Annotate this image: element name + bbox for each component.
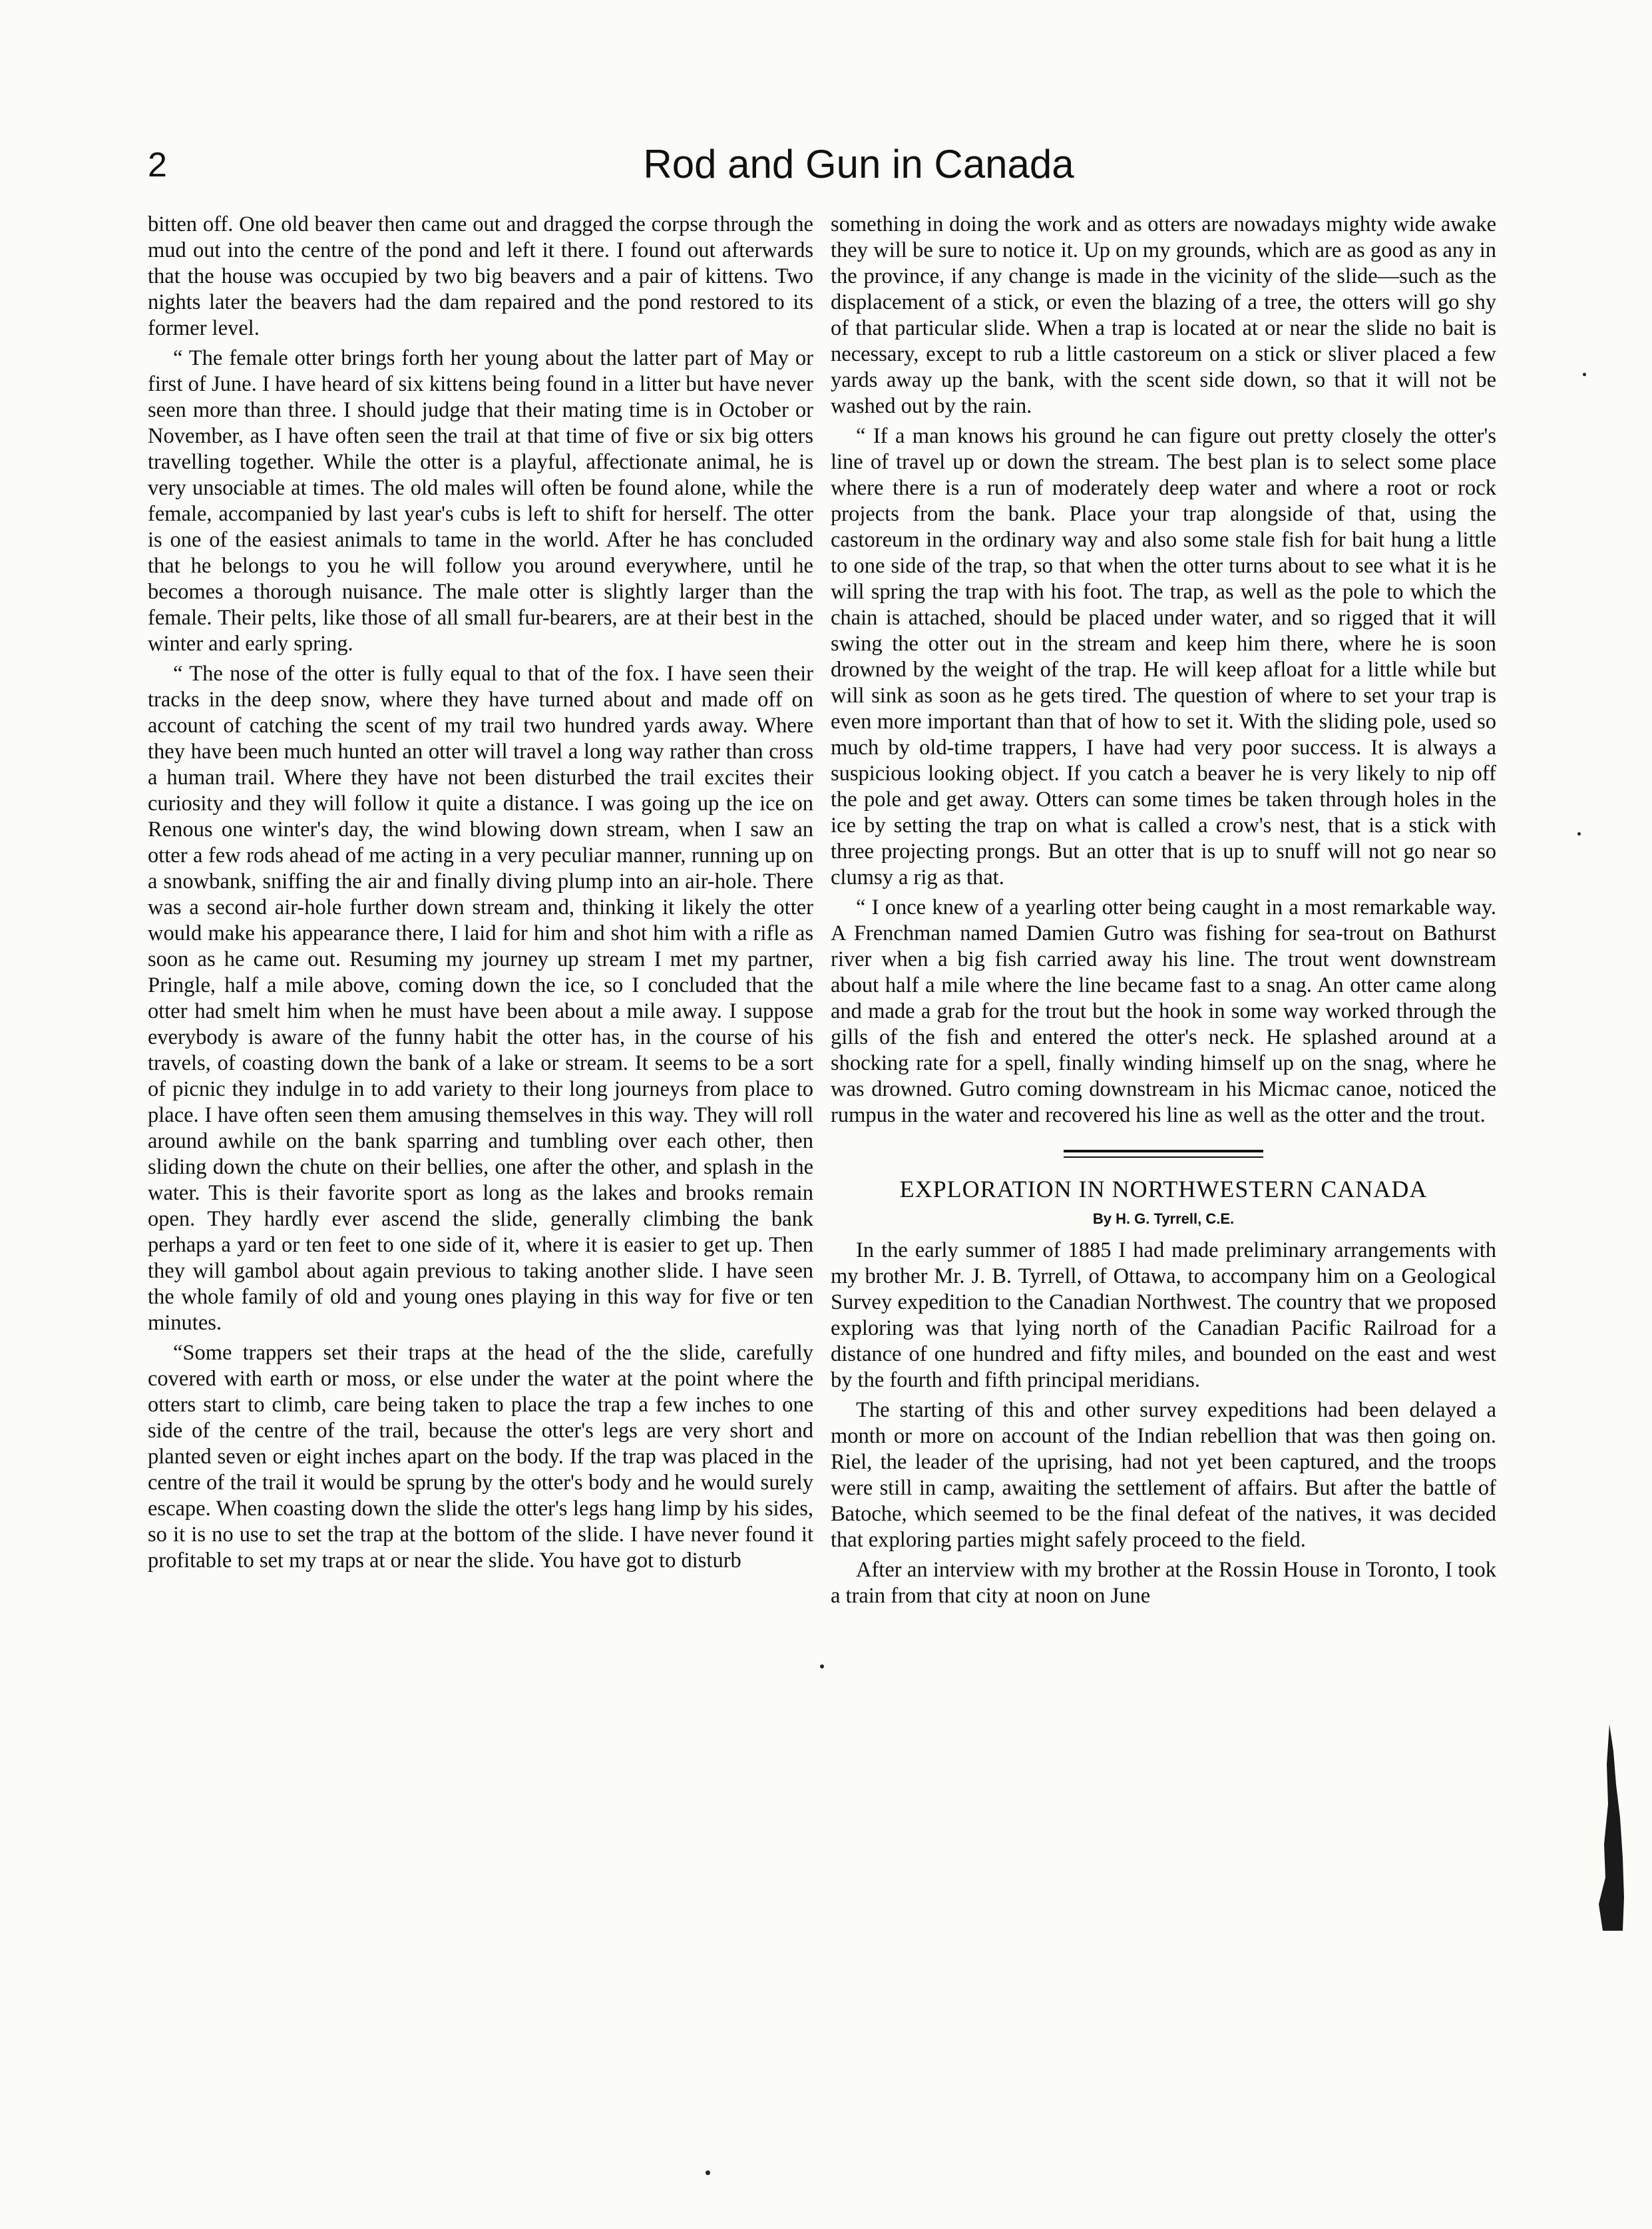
article-title: EXPLORATION IN NORTHWESTERN CANADA <box>899 1176 1428 1202</box>
paragraph: The starting of this and other survey expeditions had been delayed a month or more on account of the Indian rebellion that was then going on. Riel, the leader of the uprising, had not yet been captured, and the troops were still in camp, awaiting the settlement of affairs. But after the battle of Batoche, which seemed to be the final defeat of the natives, it was decided that exploring parties might safely proceed to the field. <box>831 1397 1496 1552</box>
left-column <box>148 212 813 1578</box>
ink-speck <box>706 2170 710 2175</box>
paragraph: “Some trappers set their traps at the head of the the slide, carefully covered with earth or moss, or else under the water at the point where the otters start to climb, care being taken to place the trap a few inches to one side of the centre of the trail, because the otter's legs are very short and planted seven or eight inches apart on the body. If the trap was placed in the centre of the trail it would be sprung by the otter's body and he would surely escape. When coasting down the slide the otter's legs hang limp by his sides, so it is no use to set the trap at the bottom of the slide. I have never found it profitable to set my traps at or near the slide. You have got to disturb <box>148 1341 813 1573</box>
article-byline: By H. G. Tyrrell, C.E. <box>1092 1210 1235 1228</box>
ink-speck <box>820 1664 824 1668</box>
scan-edge-mark <box>1589 1724 1625 1931</box>
paragraph: bitten off. One old beaver then came out and dragged the corpse through the mud out into the centre of the pond and left it there. I found out afterwards that the house was occupied by two big beavers and a pair of kittens. Two nights later the beavers had the dam repaired and the pond restored to its former level. <box>148 212 813 340</box>
ink-speck <box>1583 373 1586 376</box>
right-column <box>831 212 1496 1613</box>
paragraph: “ The female otter brings forth her young about the latter part of May or first of June. I have heard of six kittens being found in a litter but have never seen more than three. I should judge that their mating time is in October or November, as I have often seen the trail at that time of five or six big otters travelling together. While the otter is a playful, affectionate animal, he is very unsociable at times. The old males will often be found alone, while the female, accompanied by last year's cubs is left to shift for herself. The otter is one of the easiest animals to tame in the world. After he has concluded that he belongs to you he will follow you around everywhere, until he becomes a thorough nuisance. The male otter is slightly larger than the female. Their pelts, like those of all small fur-bearers, are at their best in the winter and early spring. <box>148 346 813 656</box>
running-head: Rod and Gun in Canada <box>643 142 1074 186</box>
paragraph: “ I once knew of a yearling otter being caught in a most remarkable way. A Frenchman named Damien Gutro was fishing for sea-trout on Bathurst river when a big fish carried away his line. The trout went downstream about half a mile where the line became fast to a snag. An otter came along and made a grab for the trout but the hook in some way worked through the gills of the fish and entered the otter's neck. He splashed around at a shocking rate for a spell, finally winding himself up on the snag, where he was drowned. Gutro coming downstream in his Micmac canoe, noticed the rumpus in the water and recovered his line as well as the otter and the trout. <box>831 895 1496 1127</box>
section-divider <box>1064 1150 1263 1158</box>
page-number: 2 <box>148 146 167 184</box>
paragraph: In the early summer of 1885 I had made preliminary arrangements with my brother Mr. J. B. Tyrrell, of Ottawa, to accompany him on a Geological Survey expedition to the Canadian Northwest. The country that we proposed exploring was that lying north of the Canadian Pacific Railroad for a distance of one hundred and fifty miles, and bounded on the east and west by the fourth and fifth principal meridians. <box>831 1238 1496 1392</box>
paragraph: “ If a man knows his ground he can figure out pretty closely the otter's line of travel up or down the stream. The best plan is to select some place where there is a run of moderately deep water and where a root or rock projects from the bank. Place your trap alongside of that, using the castoreum in the ordinary way and also some stale fish for bait hung a little to one side of the trap, so that when the otter turns about to see what it is he will spring the trap with his foot. The trap, as well as the pole to which the chain is attached, should be placed under water, and so rigged that it will swing the otter out in the stream and keep him there, where he is soon drowned by the weight of the trap. He will keep afloat for a little while but will sink as soon as he gets tired. The question of where to set your trap is even more important than that of how to set it. With the sliding pole, used so much by old-time trappers, I have had very poor success. It is always a suspicious looking object. If you catch a beaver he is very likely to nip off the pole and get away. Otters can some times be taken through holes in the ice by setting the trap on what is called a crow's nest, that is a stick with three projecting prongs. But an otter that is up to snuff will not go near so clumsy a rig as that. <box>831 424 1496 889</box>
ink-speck <box>1577 832 1581 836</box>
paragraph: something in doing the work and as otters are nowadays mighty wide awake they will be sure to notice it. Up on my grounds, which are as good as any in the province, if any change is made in the vicinity of the slide—such as the displacement of a stick, or even the blazing of a tree, the otters will go shy of that particular slide. When a trap is located at or near the slide no bait is necessary, except to rub a little castoreum on a stick or sliver placed a few yards away up the bank, with the scent side down, so that it will not be washed out by the rain. <box>831 212 1496 418</box>
paragraph: “ The nose of the otter is fully equal to that of the fox. I have seen their tracks in the deep snow, where they have turned about and made off on account of catching the scent of my trail two hundred yards away. Where they have been much hunted an otter will travel a long way rather than cross a human trail. Where they have not been disturbed the trail excites their curiosity and they will follow it quite a distance. I was going up the ice on Renous one winter's day, the wind blowing down stream, when I saw an otter a few rods ahead of me acting in a very peculiar manner, running up on a snowbank, sniffing the air and finally diving plump into an air-hole. There was a second air-hole further down stream and, thinking it likely the otter would make his appearance there, I laid for him and shot him with a rifle as soon as he came out. Resuming my journey up stream I met my partner, Pringle, half a mile above, coming down the ice, so I concluded that the otter had smelt him when he must have been about a mile away. I suppose everybody is aware of the funny habit the otter has, in the course of his travels, of coasting down the bank of a lake or stream. It seems to be a sort of picnic they indulge in to add variety to their long journeys from place to place. I have often seen them amusing themselves in this way. They will roll around awhile on the bank sparring and tumbling over each other, then sliding down the chute on their bellies, one after the other, and splash in the water. This is their favorite sport as long as the lakes and brooks remain open. They hardly ever ascend the slide, generally climbing the bank perhaps a yard or ten feet to one side of it, where it is easier to get up. Then they will gambol about again previous to taking another slide. I have seen the whole family of old and young ones playing in this way for five or ten minutes. <box>148 662 813 1335</box>
paragraph: After an interview with my brother at the Rossin House in Toronto, I took a train from that city at noon on June <box>831 1557 1496 1608</box>
